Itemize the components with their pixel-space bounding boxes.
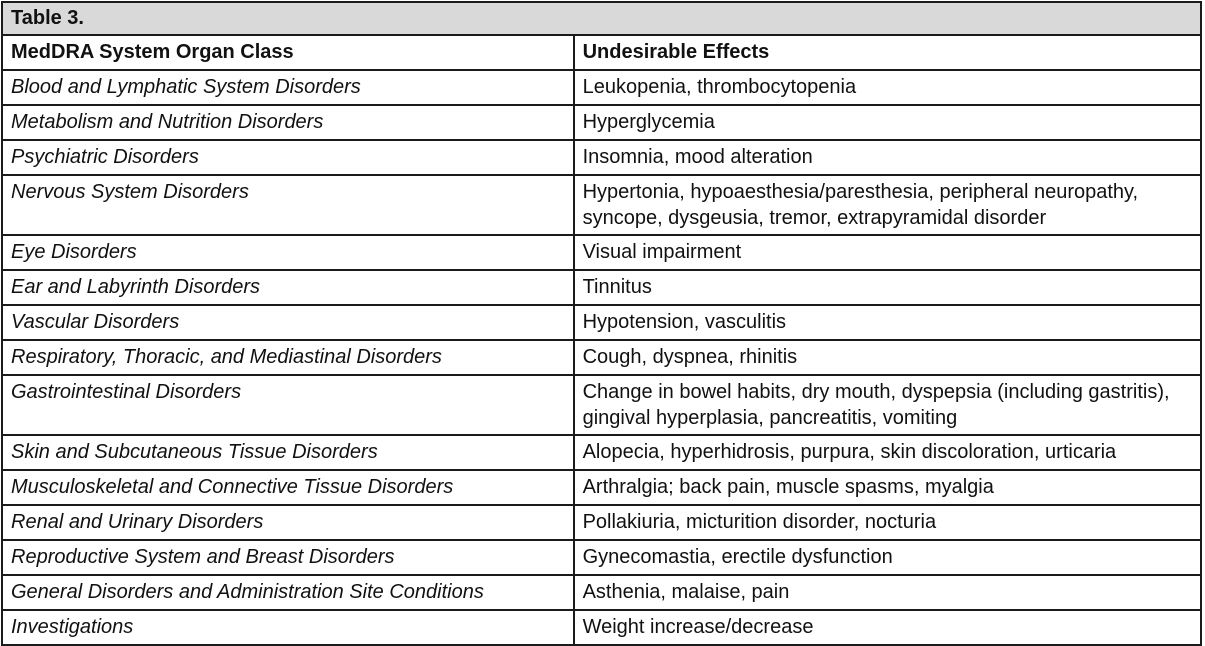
effects-cell: Alopecia, hyperhidrosis, purpura, skin discoloration, urticaria bbox=[574, 435, 1201, 470]
soc-cell: Reproductive System and Breast Disorders bbox=[2, 540, 574, 575]
soc-cell: General Disorders and Administration Site Conditions bbox=[2, 575, 574, 610]
effects-cell: Visual impairment bbox=[574, 235, 1201, 270]
table-row bbox=[2, 470, 1201, 505]
column-header-effects: Undesirable Effects bbox=[574, 35, 1201, 70]
soc-cell: Renal and Urinary Disorders bbox=[2, 505, 574, 540]
table-row bbox=[2, 305, 1201, 340]
table-row bbox=[2, 610, 1201, 645]
table-row bbox=[2, 575, 1201, 610]
table-row bbox=[2, 340, 1201, 375]
adverse-effects-table bbox=[1, 1, 1202, 646]
effects-cell: Tinnitus bbox=[574, 270, 1201, 305]
soc-cell: Skin and Subcutaneous Tissue Disorders bbox=[2, 435, 574, 470]
soc-cell: Blood and Lymphatic System Disorders bbox=[2, 70, 574, 105]
effects-cell: Gynecomastia, erectile dysfunction bbox=[574, 540, 1201, 575]
soc-cell: Ear and Labyrinth Disorders bbox=[2, 270, 574, 305]
table-header-row bbox=[2, 35, 1201, 70]
effects-cell: Arthralgia; back pain, muscle spasms, myalgia bbox=[574, 470, 1201, 505]
effects-cell: Hypotension, vasculitis bbox=[574, 305, 1201, 340]
soc-cell: Respiratory, Thoracic, and Mediastinal Disorders bbox=[2, 340, 574, 375]
soc-cell: Metabolism and Nutrition Disorders bbox=[2, 105, 574, 140]
table-caption-row bbox=[2, 2, 1201, 35]
effects-cell: Pollakiuria, micturition disorder, nocturia bbox=[574, 505, 1201, 540]
soc-cell: Musculoskeletal and Connective Tissue Disorders bbox=[2, 470, 574, 505]
table-row bbox=[2, 505, 1201, 540]
soc-cell: Vascular Disorders bbox=[2, 305, 574, 340]
table-row bbox=[2, 540, 1201, 575]
column-header-soc: MedDRA System Organ Class bbox=[2, 35, 574, 70]
table-row bbox=[2, 235, 1201, 270]
effects-cell: Change in bowel habits, dry mouth, dyspepsia (including gastritis), gingival hyperplasia, pancreatitis, vomiting bbox=[574, 375, 1201, 435]
adverse-effects-table-container bbox=[1, 1, 1202, 646]
effects-cell: Weight increase/decrease bbox=[574, 610, 1201, 645]
effects-cell: Hypertonia, hypoaesthesia/paresthesia, peripheral neuropathy, syncope, dysgeusia, tremor, extrapyramidal disorder bbox=[574, 175, 1201, 235]
table-row bbox=[2, 375, 1201, 435]
table-row bbox=[2, 435, 1201, 470]
soc-cell: Nervous System Disorders bbox=[2, 175, 574, 235]
table-caption: Table 3. bbox=[2, 2, 1201, 35]
effects-cell: Leukopenia, thrombocytopenia bbox=[574, 70, 1201, 105]
effects-cell: Cough, dyspnea, rhinitis bbox=[574, 340, 1201, 375]
soc-cell: Investigations bbox=[2, 610, 574, 645]
table-row bbox=[2, 175, 1201, 235]
soc-cell: Eye Disorders bbox=[2, 235, 574, 270]
table-row bbox=[2, 140, 1201, 175]
table-row bbox=[2, 70, 1201, 105]
table-row bbox=[2, 105, 1201, 140]
soc-cell: Gastrointestinal Disorders bbox=[2, 375, 574, 435]
effects-cell: Asthenia, malaise, pain bbox=[574, 575, 1201, 610]
effects-cell: Insomnia, mood alteration bbox=[574, 140, 1201, 175]
effects-cell: Hyperglycemia bbox=[574, 105, 1201, 140]
soc-cell: Psychiatric Disorders bbox=[2, 140, 574, 175]
table-row bbox=[2, 270, 1201, 305]
